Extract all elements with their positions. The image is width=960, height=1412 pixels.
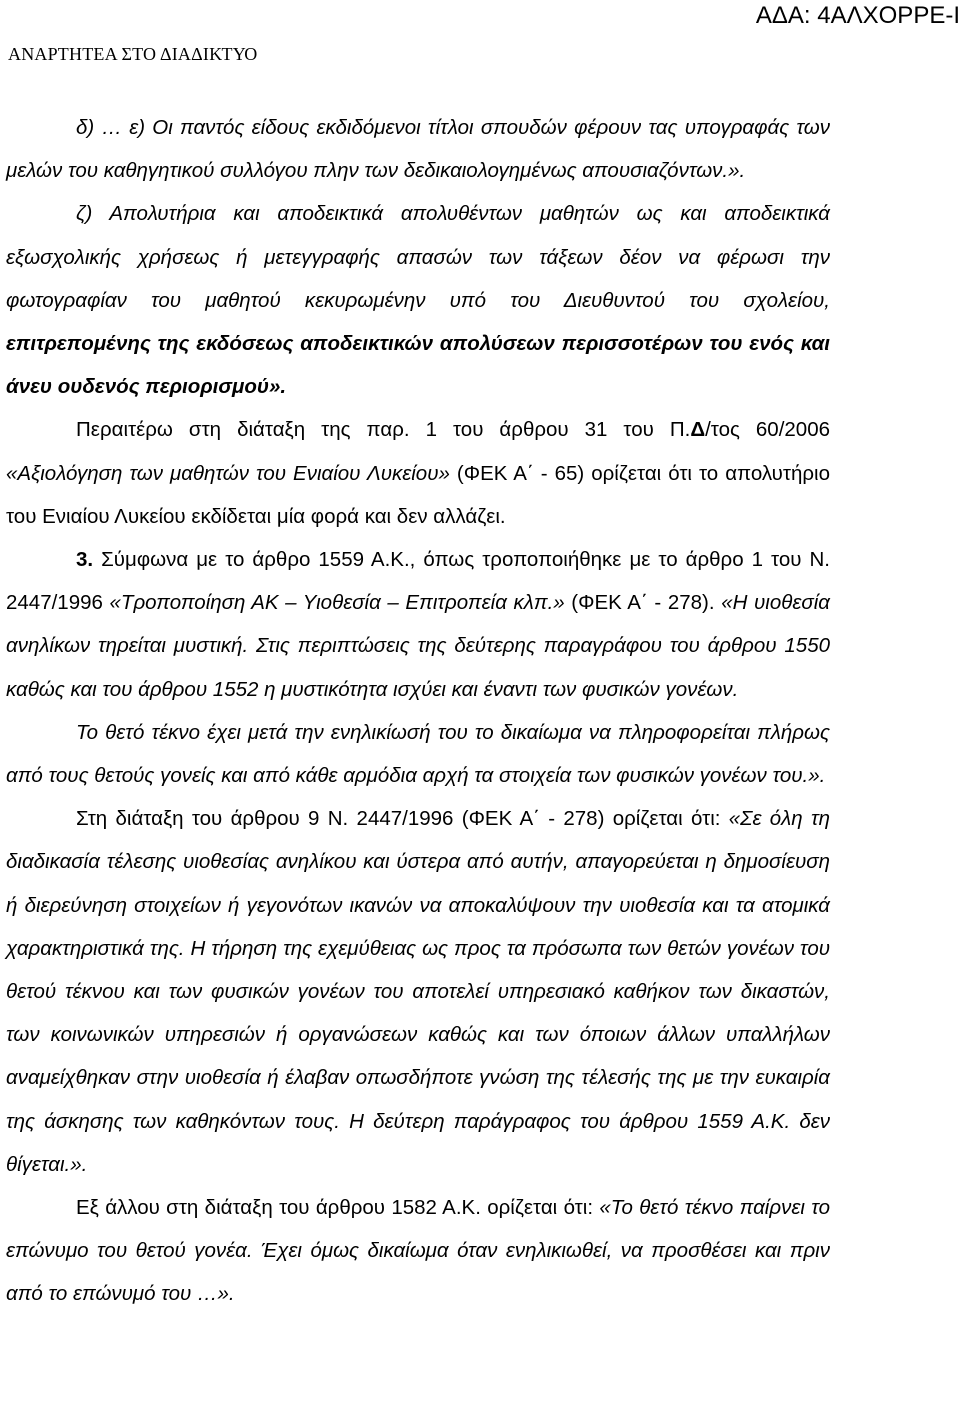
paragraph-article-9-intro: Στη διάταξη του άρθρου 9 Ν. 2447/1996 (ΦΕΚ Α΄ - 278) ορίζεται ότι: [76, 807, 721, 831]
paragraph-pd-text-c: /τος 60/2006 [705, 418, 831, 442]
paragraph-article-1582 [6, 1186, 830, 1316]
header-ada-code: ΑΔΑ: 4ΑΛΧΟΡΡΕ-Ι [755, 2, 960, 29]
paragraph-3-quote: «Η υιοθεσία ανηλίκων τηρείται μυστική. Στις περιπτώσεις της δεύτερης παραγράφου του άρθρου 1550 καθώς και του άρθρου 1552 η μυστικότητα ισχύει και έναντι των φυσικών γονέων. [6, 591, 830, 701]
paragraph-adopted-child: Το θετό τέκνο έχει μετά την ενηλικίωσή του το δικαίωμα να πληροφορείται πλήρως από τους θετούς γονείς και από κάθε αρμόδια αρχή τα στοιχεία των φυσικών γονέων του.». [6, 720, 830, 788]
paragraph-article-9-quote: «Σε όλη τη διαδικασία τέλεσης υιοθεσίας ανηλίκου και ύστερα από αυτήν, απαγορεύεται η δημοσίευση ή διερεύνηση στοιχείων ή γεγονότων ικανών να αποκαλύψουν την υιοθεσία και τα ατομικά χαρακτηριστικά της. Η τήρηση της εχεμύθειας ως προς τα πρόσωπα των θετών γονέων του θετού τέκνου και των φυσικών γονέων του αποτελεί υπηρεσιακό καθήκον των δικαστών, των κοινωνικών υπηρεσιών ή οργανώσεων καθώς και των όποιων άλλων υπαλλήλων αναμείχθηκαν στην υιοθεσία ή έλαβαν οπωσδήποτε γνώση της τέλεσής της με την ευκαιρία της άσκησης των καθηκόντων τους. Η δεύτερη παράγραφος του άρθρου 1559 Α.Κ. δεν θίγεται.». [6, 807, 831, 1176]
paragraph-pd-text-e: (ΦΕΚ Α΄ - 65) ορίζεται ότι το απολυτήριο του Ενιαίου Λυκείου εκδίδεται μία φορά και δεν αλλάζει. [6, 461, 830, 528]
document-body [6, 106, 830, 1316]
paragraph-3-text-a: Σύμφωνα με το άρθρο 1559 Α.Κ., όπως τροποποιήθηκε με το άρθρο 1 του Ν. 2447/1996 [6, 548, 830, 615]
paragraph-3-number: 3. [76, 548, 94, 572]
paragraph-pd-60-2006 [6, 408, 830, 538]
paragraph-pd-title: «Αξιολόγηση των μαθητών του Ενιαίου Λυκείου» [6, 461, 450, 485]
paragraph-article-9 [6, 797, 830, 1186]
paragraph-z-text: ζ) Απολυτήρια και αποδεικτικά απολυθέντων μαθητών ως και αποδεικτικά εξωσχολικής χρήσεως ή μετεγγραφής απασών των τάξεων δέον να φέρωσι την φωτογραφίαν του μαθητού κεκυρωμένην υπό του Διευθυντού του σχολείου, [6, 202, 830, 312]
paragraph-pd-text-b: Δ [690, 418, 706, 442]
paragraph-3-law-title: «Τροποποίηση ΑΚ – Υιοθεσία – Επιτροπεία κλπ.» [109, 591, 565, 615]
paragraph-z-bold-text: επιτρεπομένης της εκδόσεως αποδεικτικών απολύσεων περισσοτέρων του ενός και άνευ ουδενός περιορισμού». [6, 332, 830, 399]
paragraph-3 [6, 538, 830, 711]
paragraph-z [6, 192, 830, 408]
paragraph-pd-text-a: Περαιτέρω στη διάταξη της παρ. 1 του άρθρου 31 του Π. [76, 418, 691, 442]
paragraph-article-1582-intro: Εξ άλλου στη διάταξη του άρθρου 1582 Α.Κ. ορίζεται ότι: [76, 1196, 594, 1220]
paragraph-article-1582-quote: «Το θετό τέκνο παίρνει το επώνυμο του θετού γονέα. Έχει όμως δικαίωμα όταν ενηλικιωθεί, να προσθέσει και πριν από το επώνυμό του …». [6, 1196, 831, 1306]
header-posting-note: ΑΝΑΡΤΗΤΕΑ ΣΤΟ ΔΙΑΔΙΚΤΥΟ [8, 44, 258, 64]
paragraph-3-text-c: (ΦΕΚ Α΄ - 278). [571, 591, 715, 615]
paragraph-d-e: δ) … ε) Οι παντός είδους εκδιδόμενοι τίτλοι σπουδών φέρουν τας υπογραφάς των μελών του καθηγητικού συλλόγου πλην των δεδικαιολογημένως απουσιαζόντων.». [6, 116, 830, 183]
